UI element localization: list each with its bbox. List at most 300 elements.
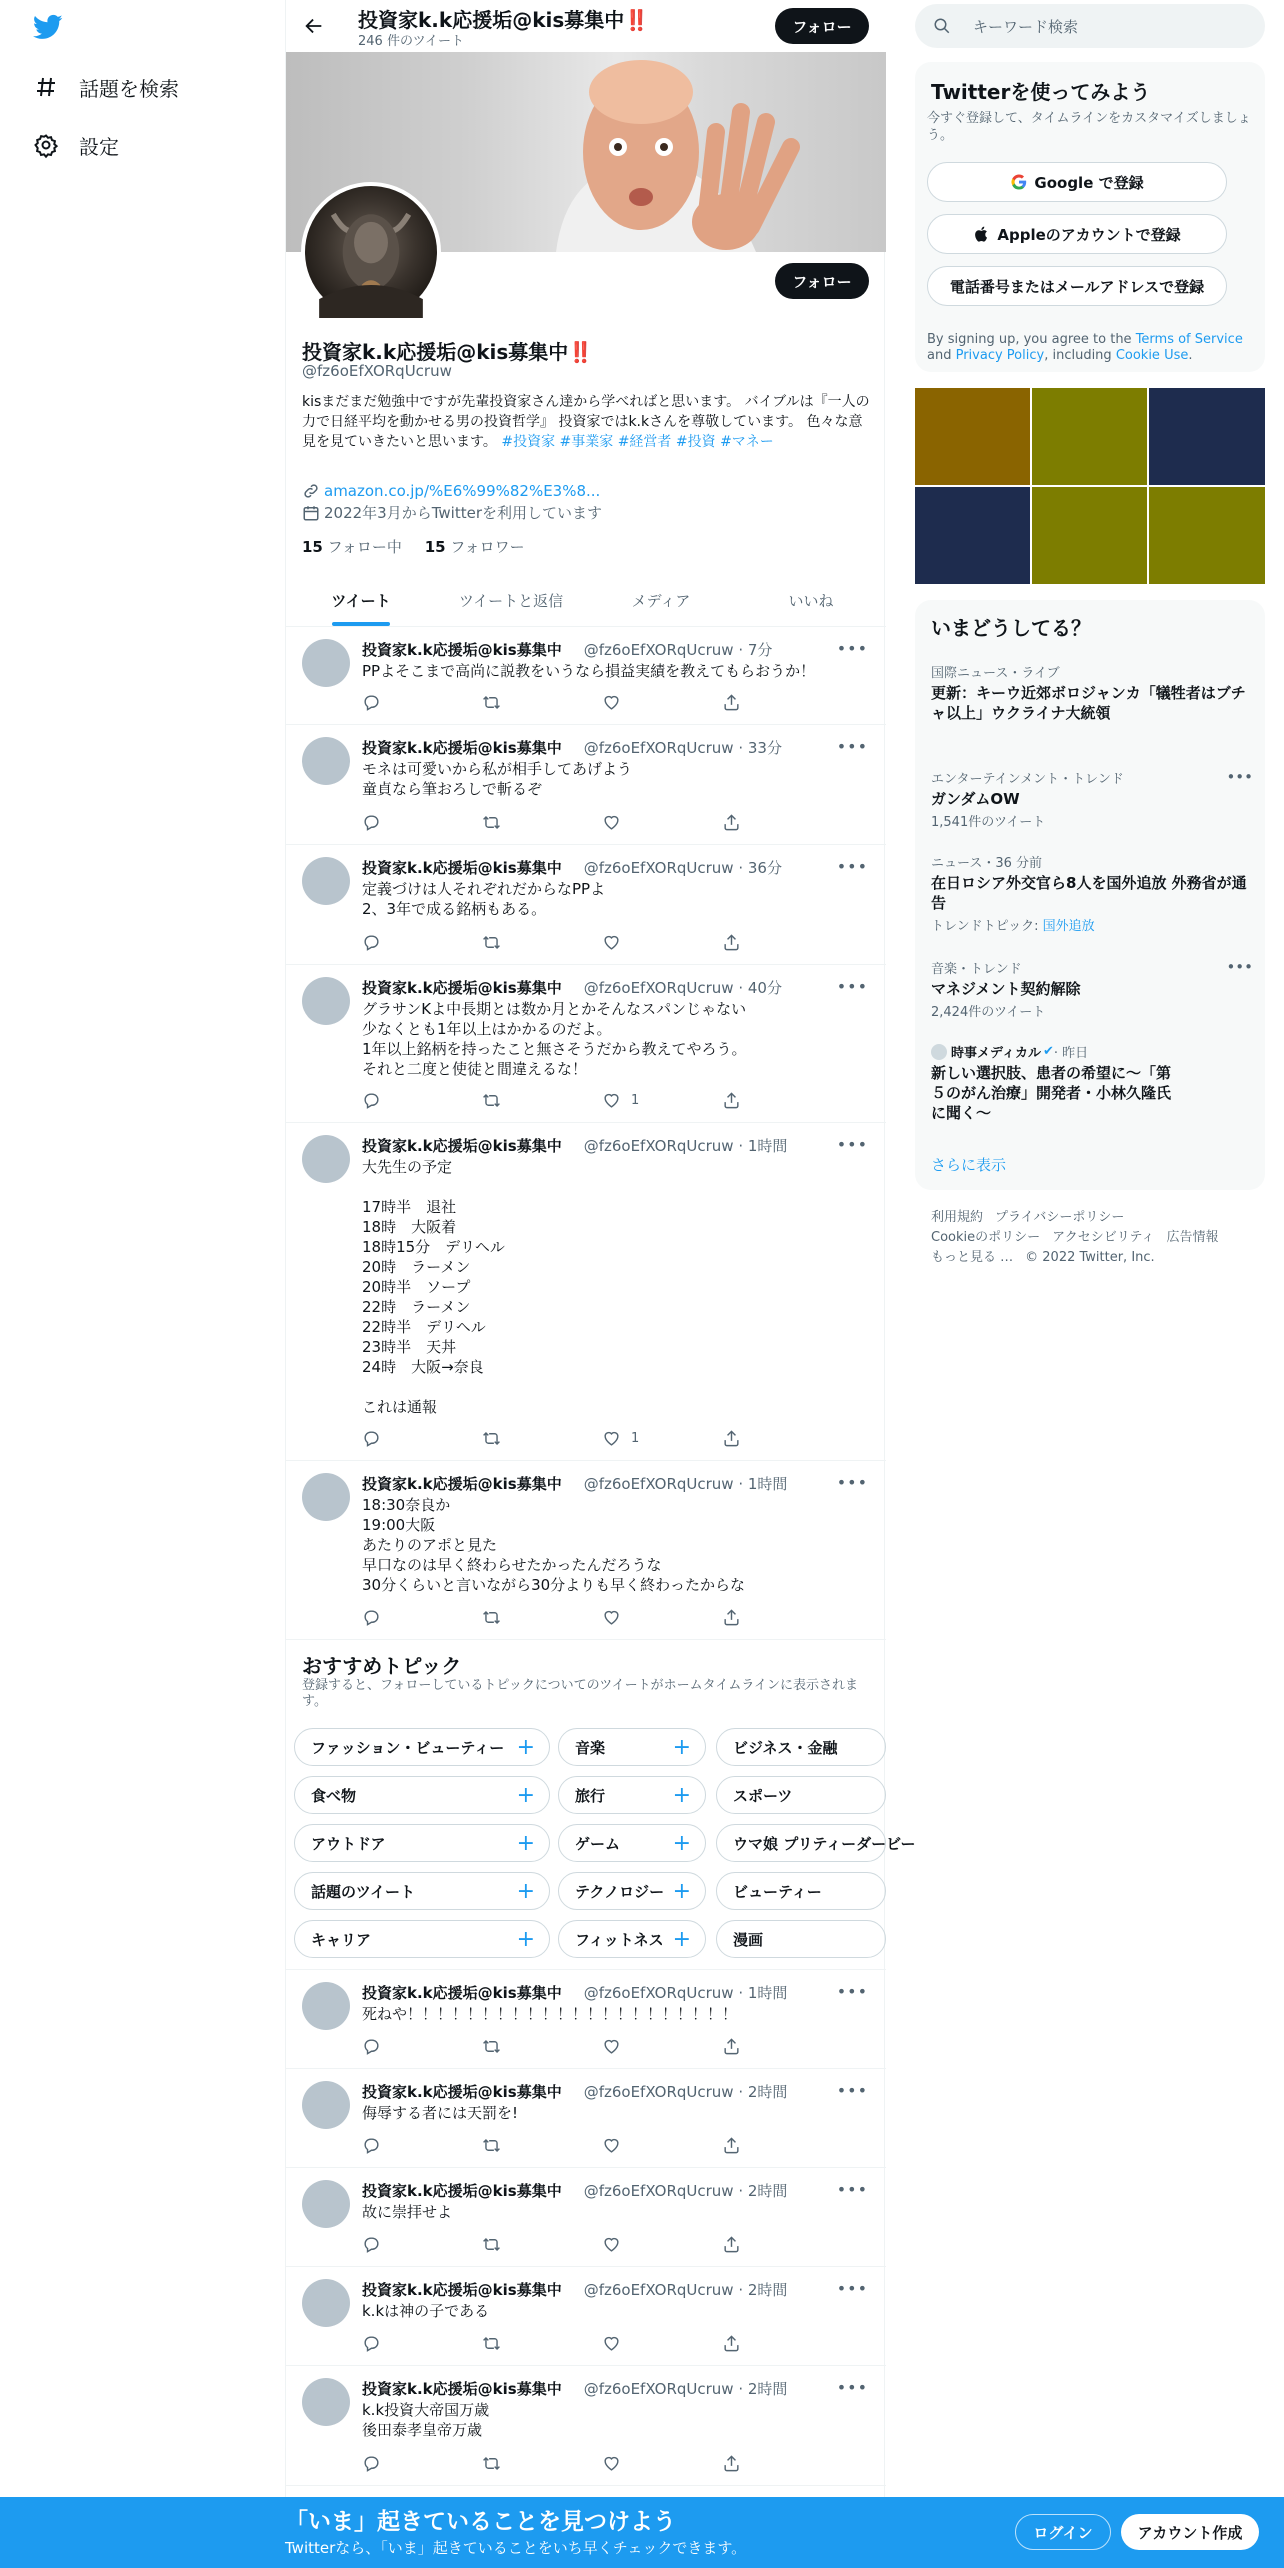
google-signup-button[interactable]: Google で登録: [927, 162, 1227, 202]
topic-chip[interactable]: [558, 1872, 706, 1910]
signup-terms: By signing up, you agree to the Terms of Service and Privacy Policy, including Cookie Use.: [927, 332, 1243, 363]
share-button[interactable]: [722, 691, 802, 713]
tweet-text: 故に崇拝せよ: [362, 2203, 453, 2221]
share-icon: [722, 1429, 741, 1448]
media-thumbnail[interactable]: [1149, 388, 1265, 485]
tweet[interactable]: [286, 2366, 886, 2486]
more-options-icon[interactable]: •••: [836, 1982, 868, 2001]
like-icon: [602, 2334, 621, 2353]
tweet-text: 18:30奈良か 19:00大阪 あたりのアポと見た 早口なのは早く終わらせたかったんだろうな 30分くらいと言いながら30分よりも早く終わったからな: [362, 1496, 746, 1594]
tweet-author[interactable]: 投資家k.k応援垢@kis募集中: [362, 641, 562, 659]
tweet-avatar[interactable]: [302, 2180, 350, 2228]
topic-chip[interactable]: [716, 1920, 886, 1958]
tweet-handle-time: @fz6oEfXORqUcruw · 36分: [583, 859, 782, 877]
share-icon: [722, 693, 741, 712]
tweet-header: [362, 737, 782, 758]
tweet-avatar[interactable]: [302, 2378, 350, 2426]
like-icon: [602, 1429, 621, 1448]
topic-chip[interactable]: [716, 1824, 916, 1862]
retweet-button[interactable]: [482, 2035, 562, 2057]
media-thumbnail[interactable]: [915, 487, 1030, 584]
topic-label: テクノロジー: [575, 1882, 665, 1901]
signup-banner: [0, 2497, 1284, 2568]
reply-button[interactable]: [362, 811, 442, 833]
tweet[interactable]: [286, 1123, 886, 1461]
tweet-text: 死ねや！！！！！！！！！！！！！！！！！！！！！！: [362, 2005, 738, 2023]
nav-explore-label: 話題を検索: [79, 76, 179, 101]
signup-card: [915, 62, 1265, 372]
topic-label: 旅行: [575, 1786, 606, 1805]
tweet-actions: [362, 931, 802, 953]
like-icon: [602, 813, 621, 832]
topic-label: アウトドア: [311, 1834, 386, 1853]
reply-icon: [362, 1091, 381, 1110]
reply-button[interactable]: [362, 1427, 442, 1449]
more-options-icon[interactable]: •••: [836, 977, 868, 996]
share-button[interactable]: [722, 811, 802, 833]
twitter-logo-icon[interactable]: [30, 12, 66, 42]
like-button[interactable]: [602, 2452, 682, 2474]
bio-hashtags[interactable]: #投資家 #事業家 #経営者 #投資 #マネー: [501, 434, 774, 450]
tweet-actions: [362, 1427, 802, 1449]
plus-icon[interactable]: +: [516, 1927, 535, 1952]
profile-avatar[interactable]: [301, 182, 441, 322]
tweet-avatar[interactable]: [302, 639, 350, 687]
tweet-author[interactable]: 投資家k.k応援垢@kis募集中: [362, 2083, 562, 2101]
news-item[interactable]: 時事メディカル ✔ · 昨日 新しい選択肢、患者の希望に～「第５のがん治療」開発者・小林久隆氏に聞く～: [931, 1044, 1172, 1122]
signup-title: Twitterを使ってみよう: [931, 80, 1151, 104]
retweet-icon: [482, 1429, 501, 1448]
more-options-icon[interactable]: •••: [836, 1473, 868, 1492]
tweet-text: k.k投資大帝国万歳 後田泰孝皇帝万歳: [362, 2401, 490, 2439]
plus-icon[interactable]: +: [672, 1783, 691, 1808]
like-icon: [602, 2136, 621, 2155]
topic-label: ファッション・ビューティー: [311, 1738, 505, 1757]
like-button[interactable]: [602, 2332, 682, 2354]
tab-tweets-replies[interactable]: ツイートと返信: [458, 591, 564, 610]
like-icon: [602, 933, 621, 952]
topic-label: ビジネス・金融: [733, 1738, 838, 1757]
topic-label: キャリア: [311, 1930, 372, 1949]
tweet[interactable]: [286, 2168, 886, 2267]
more-options-icon[interactable]: •••: [836, 737, 868, 756]
topic-label: フィットネス: [575, 1930, 664, 1949]
tweet-avatar[interactable]: [302, 1135, 350, 1183]
topic-chip[interactable]: [716, 1776, 886, 1814]
banner-title: 「いま」起きていることを見つけよう: [285, 2509, 676, 2535]
topic-label: ゲーム: [575, 1834, 621, 1853]
topic-label: 漫画: [733, 1930, 764, 1949]
banner-subtitle: Twitterなら、「いま」起きていることをいち早くチェックできます。: [285, 2539, 747, 2557]
reply-button[interactable]: [362, 2332, 442, 2354]
plus-icon[interactable]: +: [672, 1927, 691, 1952]
profile-bio: kisまだまだ勉強中ですが先輩投資家さん達から学べればと思います。 バイブルは『一人の力で日経平均を動かせる男の投資哲学』 投資家ではk.kさんを尊敬しています。 色々な意見を見ていきたいと思います。 #投資家 #事業家 #経営者 #投資 #マネー: [302, 394, 870, 450]
retweet-button[interactable]: [482, 691, 562, 713]
share-icon: [722, 2136, 741, 2155]
more-options-icon[interactable]: •••: [836, 857, 868, 876]
tweet[interactable]: [286, 2267, 886, 2366]
tweet-handle-time: @fz6oEfXORqUcruw · 2時間: [583, 2083, 788, 2101]
tweet-header: [362, 1473, 787, 1494]
share-icon: [722, 2454, 741, 2473]
profile-name: 投資家k.k応援垢@kis募集中‼️: [302, 340, 594, 364]
trend-item[interactable]: 音楽・トレンド マネジメント契約解除 2,424件のツイート •••: [931, 958, 1253, 1020]
retweet-button[interactable]: [482, 2452, 562, 2474]
signup-subtitle: 今すぐ登録して、タイムラインをカスタマイズしましょう。: [927, 111, 1251, 143]
tweet-handle-time: @fz6oEfXORqUcruw · 7分: [583, 641, 773, 659]
retweet-icon: [482, 693, 501, 712]
like-button[interactable]: [602, 691, 682, 713]
footer-link[interactable]: 利用規約: [931, 1210, 984, 1225]
share-button[interactable]: [722, 2035, 802, 2057]
tweet-header: [362, 857, 782, 878]
topic-label: ビューティー: [733, 1882, 822, 1901]
tab-tweets[interactable]: ツイート: [286, 574, 436, 626]
tweet-text: PPよそこまで高尚に説教をいうなら損益実績を教えてもらおうか！: [362, 662, 816, 680]
retweet-button[interactable]: [482, 1089, 562, 1111]
followers-stat[interactable]: 15 フォロワー: [424, 538, 525, 556]
media-thumbnail[interactable]: [1032, 487, 1147, 584]
tweet-text: 定義づけは人それぞれだからなPPよ 2、3年で成る銘柄もある。: [362, 880, 606, 918]
header-profile-name: 投資家k.k応援垢@kis募集中‼️: [358, 8, 650, 32]
login-button[interactable]: ログイン: [1015, 2514, 1111, 2550]
search-input[interactable]: [915, 4, 1265, 48]
tweet[interactable]: [286, 627, 886, 725]
media-thumbnail[interactable]: [1032, 388, 1147, 485]
tab-media[interactable]: メディア: [631, 591, 691, 610]
retweet-button[interactable]: [482, 931, 562, 953]
share-icon: [722, 1608, 741, 1627]
like-icon: [602, 1608, 621, 1627]
verified-icon: ✔: [1042, 1044, 1054, 1059]
left-navigation: [0, 0, 285, 2568]
tweet-avatar[interactable]: [302, 857, 350, 905]
footer-link[interactable]: Cookieのポリシー: [931, 1230, 1041, 1245]
tweet-author[interactable]: 投資家k.k応援垢@kis募集中: [362, 1475, 562, 1493]
topic-chip[interactable]: [294, 1920, 550, 1958]
tweet-author[interactable]: 投資家k.k応援垢@kis募集中: [362, 859, 562, 877]
profile-follow-button[interactable]: フォロー: [775, 263, 869, 299]
tweet-author[interactable]: 投資家k.k応援垢@kis募集中: [362, 739, 562, 757]
tweet-header: [362, 2180, 787, 2201]
plus-icon[interactable]: +: [516, 1879, 535, 1904]
retweet-button[interactable]: [482, 2332, 562, 2354]
google-icon: [1010, 173, 1028, 191]
topic-label: 話題のツイート: [311, 1882, 415, 1901]
search-placeholder: キーワード検索: [973, 17, 1079, 36]
reply-button[interactable]: [362, 2233, 442, 2255]
plus-icon[interactable]: +: [672, 1735, 691, 1760]
copyright: © 2022 Twitter, Inc.: [1025, 1250, 1155, 1265]
tweet-text: モネは可愛いから私が相手してあげよう 童貞なら筆おろしで斬るぞ: [362, 760, 633, 798]
tweet-actions: [362, 2134, 802, 2156]
reply-icon: [362, 1608, 381, 1627]
retweet-button[interactable]: [482, 2233, 562, 2255]
more-options-icon[interactable]: •••: [836, 2378, 868, 2397]
retweet-icon: [482, 2235, 501, 2254]
tweet-actions: [362, 811, 802, 833]
tweet-avatar[interactable]: [302, 2081, 350, 2129]
like-icon: [602, 693, 621, 712]
following-stat[interactable]: 15 フォロー中: [302, 538, 402, 556]
share-button[interactable]: [722, 931, 802, 953]
topic-chip[interactable]: [716, 1728, 886, 1766]
tweet-handle-time: @fz6oEfXORqUcruw · 1時間: [583, 1137, 788, 1155]
footer-more-link[interactable]: もっと見る …: [931, 1250, 1014, 1265]
cookie-link[interactable]: Cookie Use: [1115, 348, 1189, 363]
tweet-actions: [362, 1606, 802, 1628]
footer-links: [931, 1208, 1251, 1268]
share-icon: [722, 2334, 741, 2353]
like-button[interactable]: [602, 1427, 682, 1449]
share-button[interactable]: [722, 1089, 802, 1111]
topics-title: おすすめトピック: [302, 1654, 462, 1678]
like-button[interactable]: [602, 2134, 682, 2156]
share-button[interactable]: [722, 2332, 802, 2354]
tweet-author[interactable]: 投資家k.k応援垢@kis募集中: [362, 2182, 562, 2200]
footer-link[interactable]: アクセシビリティ: [1052, 1230, 1155, 1245]
retweet-button[interactable]: [482, 1427, 562, 1449]
tweet[interactable]: [286, 1970, 886, 2069]
tweet-author[interactable]: 投資家k.k応援垢@kis募集中: [362, 1137, 562, 1155]
tweet-actions: [362, 2035, 802, 2057]
more-options-icon[interactable]: •••: [836, 1135, 868, 1154]
like-icon: [602, 1091, 621, 1110]
like-button[interactable]: [602, 811, 682, 833]
reply-button[interactable]: [362, 931, 442, 953]
header-follow-button[interactable]: フォロー: [775, 8, 869, 44]
retweet-icon: [482, 1608, 501, 1627]
reply-button[interactable]: [362, 2452, 442, 2474]
tweet-handle-time: @fz6oEfXORqUcruw · 2時間: [583, 2281, 788, 2299]
trends-card: [915, 600, 1265, 1190]
profile-handle: @fz6oEfXORqUcruw: [302, 362, 452, 380]
topic-chip[interactable]: [558, 1824, 706, 1862]
tweet-text: 大先生の予定 17時半 退社 18時 大阪着 18時15分 デリヘル 20時 ラーメン 20時半 ソープ 22時 ラーメン 22時半 デリヘル 23時半 天丼 24時 大阪→奈良 これは通報: [362, 1158, 505, 1416]
share-button[interactable]: [722, 2452, 802, 2474]
tweet[interactable]: [286, 965, 886, 1123]
nav-settings-label: 設定: [79, 134, 119, 159]
topic-label: 音楽: [575, 1738, 606, 1757]
tweet-handle-time: @fz6oEfXORqUcruw · 40分: [583, 979, 782, 997]
tweet-actions: [362, 691, 802, 713]
more-options-icon[interactable]: •••: [836, 2279, 868, 2298]
tweet-handle-time: @fz6oEfXORqUcruw · 33分: [583, 739, 782, 757]
trend-item[interactable]: ニュース・36 分前 在日ロシア外交官ら8人を国外追放 外務省が通告 トレンドトピック: 国外追放: [931, 856, 1247, 934]
publisher-avatar: [931, 1044, 947, 1060]
topic-chip[interactable]: [558, 1920, 706, 1958]
reply-icon: [362, 1429, 381, 1448]
reply-icon: [362, 2037, 381, 2056]
like-icon: [602, 2235, 621, 2254]
gear-icon: [33, 132, 59, 158]
tweet-handle-time: @fz6oEfXORqUcruw · 1時間: [583, 1475, 788, 1493]
reply-icon: [362, 2136, 381, 2155]
share-icon: [722, 933, 741, 952]
retweet-icon: [482, 933, 501, 952]
plus-icon[interactable]: +: [516, 1783, 535, 1808]
tweet[interactable]: [286, 1461, 886, 1640]
main-column: [285, 0, 916, 2568]
phone-email-signup-button[interactable]: 電話番号またはメールアドレスで登録: [927, 266, 1227, 306]
retweet-icon: [482, 2136, 501, 2155]
search-icon: [933, 17, 951, 35]
like-count: 1: [631, 1092, 640, 1108]
profile-header-bar: [286, 0, 886, 52]
tweet-avatar[interactable]: [302, 2279, 350, 2327]
hashtag-icon: [33, 74, 59, 100]
more-options-icon[interactable]: •••: [1226, 958, 1253, 976]
media-thumbnail[interactable]: [915, 388, 1030, 485]
tweet-avatar[interactable]: [302, 977, 350, 1025]
share-button[interactable]: [722, 1606, 802, 1628]
like-icon: [602, 2454, 621, 2473]
topic-chip[interactable]: [716, 1872, 886, 1910]
reply-icon: [362, 2334, 381, 2353]
recommended-topics: [286, 1640, 916, 1970]
tweet-handle-time: @fz6oEfXORqUcruw · 2時間: [583, 2380, 788, 2398]
more-options-icon[interactable]: •••: [836, 2180, 868, 2199]
share-button[interactable]: [722, 2233, 802, 2255]
trend-item[interactable]: 国際ニュース・ライブ 更新：キーウ近郊ボロジャンカ「犠牲者はブチャ以上」ウクライナ大統領: [931, 666, 1246, 722]
terms-link[interactable]: Terms of Service: [1135, 332, 1243, 347]
like-count: 1: [631, 1430, 640, 1446]
retweet-icon: [482, 2334, 501, 2353]
nav-explore[interactable]: [33, 67, 179, 107]
topic-chip[interactable]: [558, 1776, 706, 1814]
tweet-header: [362, 2279, 787, 2300]
like-button[interactable]: [602, 1606, 682, 1628]
privacy-link[interactable]: Privacy Policy: [955, 348, 1045, 363]
trend-item[interactable]: エンターテインメント・トレンド ガンダムOW 1,541件のツイート •••: [931, 768, 1253, 830]
share-button[interactable]: [722, 2134, 802, 2156]
tweet[interactable]: [286, 2069, 886, 2168]
tweet-avatar[interactable]: [302, 1473, 350, 1521]
topic-chip[interactable]: [294, 1824, 550, 1862]
like-button[interactable]: [602, 2035, 682, 2057]
reply-icon: [362, 933, 381, 952]
topic-chip[interactable]: [294, 1776, 550, 1814]
like-button[interactable]: [602, 1089, 682, 1111]
media-thumbnail[interactable]: [1149, 487, 1265, 584]
trends-title: いまどうしてる？: [931, 616, 1091, 640]
topic-chip[interactable]: [558, 1728, 706, 1766]
retweet-icon: [482, 2037, 501, 2056]
apple-signup-button[interactable]: Appleのアカウントで登録: [927, 214, 1227, 254]
retweet-icon: [482, 2454, 501, 2473]
tweet[interactable]: [286, 845, 886, 965]
retweet-button[interactable]: [482, 811, 562, 833]
tweet-actions: [362, 2332, 802, 2354]
retweet-button[interactable]: [482, 1606, 562, 1628]
tweet-header: [362, 977, 782, 998]
tweet-author[interactable]: 投資家k.k応援垢@kis募集中: [362, 2380, 562, 2398]
follow-stats: [302, 536, 525, 557]
tweet-actions: [362, 2452, 802, 2474]
reply-icon: [362, 2454, 381, 2473]
tab-likes[interactable]: いいね: [788, 591, 834, 610]
footer-link[interactable]: プライバシーポリシー: [995, 1210, 1125, 1225]
retweet-icon: [482, 1091, 501, 1110]
share-button[interactable]: [722, 1427, 802, 1449]
plus-icon[interactable]: +: [672, 1831, 691, 1856]
reply-icon: [362, 813, 381, 832]
share-icon: [722, 813, 741, 832]
tweet-author[interactable]: 投資家k.k応援垢@kis募集中: [362, 1984, 562, 2002]
signup-button[interactable]: アカウント作成: [1121, 2514, 1259, 2550]
like-button[interactable]: [602, 2233, 682, 2255]
topic-chip[interactable]: [294, 1728, 550, 1766]
share-icon: [722, 2235, 741, 2254]
tweet-header: [362, 1135, 787, 1156]
reply-button[interactable]: [362, 691, 442, 713]
reply-button[interactable]: [362, 1089, 442, 1111]
tweet-author[interactable]: 投資家k.k応援垢@kis募集中: [362, 979, 562, 997]
tweet-header: [362, 2081, 787, 2102]
more-options-icon[interactable]: •••: [836, 639, 868, 658]
tweet-handle-time: @fz6oEfXORqUcruw · 1時間: [583, 1984, 788, 2002]
tweet[interactable]: [286, 725, 886, 845]
tweet-text: グラサンKよ中長期とは数か月とかそんなスパンじゃない 少なくとも1年以上はかかるのだよ。 1年以上銘柄を持ったこと無さそうだから教えてやろう。 それと二度と使徒と間違えるな！: [362, 1000, 747, 1078]
tweet-actions: [362, 2233, 802, 2255]
tweet-avatar[interactable]: [302, 737, 350, 785]
more-options-icon[interactable]: •••: [836, 2081, 868, 2100]
back-arrow-icon[interactable]: [300, 12, 328, 40]
reply-button[interactable]: [362, 2134, 442, 2156]
share-icon: [722, 2037, 741, 2056]
topics-subtitle: 登録すると、フォローしているトピックについてのツイートがホームタイムラインに表示されます。: [302, 1678, 859, 1709]
tweet-header: [362, 2378, 787, 2399]
like-icon: [602, 2037, 621, 2056]
plus-icon[interactable]: +: [516, 1831, 535, 1856]
tweet-text: k.kは神の子である: [362, 2302, 490, 2320]
calendar-icon: [302, 504, 320, 522]
tweet-handle-time: @fz6oEfXORqUcruw · 2時間: [583, 2182, 788, 2200]
tweet-count: 246 件のツイート: [358, 34, 465, 49]
apple-icon: [973, 225, 991, 243]
share-icon: [722, 1091, 741, 1110]
reply-button[interactable]: [362, 1606, 442, 1628]
footer-link[interactable]: 広告情報: [1166, 1230, 1219, 1245]
show-more-link[interactable]: さらに表示: [931, 1156, 1007, 1174]
topic-label: 食べ物: [311, 1786, 357, 1805]
tweet-avatar[interactable]: [302, 1982, 350, 2030]
topic-chip[interactable]: [294, 1872, 550, 1910]
tweet-text: 侮辱する者には天罰を!: [362, 2104, 519, 2122]
nav-settings[interactable]: [33, 125, 119, 165]
tweet-author[interactable]: 投資家k.k応援垢@kis募集中: [362, 2281, 562, 2299]
right-sidebar: [915, 0, 1265, 2568]
media-grid: [915, 388, 1265, 584]
tweet-header: [362, 639, 772, 660]
reply-icon: [362, 693, 381, 712]
reply-icon: [362, 2235, 381, 2254]
tweet-actions: [362, 1089, 802, 1111]
topic-label: ウマ娘 プリティーダービー: [733, 1834, 916, 1853]
like-button[interactable]: [602, 931, 682, 953]
plus-icon[interactable]: +: [672, 1879, 691, 1904]
topic-label: スポーツ: [733, 1786, 793, 1805]
profile-url[interactable]: amazon.co.jp/%E6%99%82%E3%8...: [302, 482, 600, 500]
reply-button[interactable]: [362, 2035, 442, 2057]
profile-tabs: [286, 574, 886, 627]
plus-icon[interactable]: +: [516, 1735, 535, 1760]
profile-joined: 2022年3月からTwitterを利用しています: [302, 502, 602, 523]
retweet-button[interactable]: [482, 2134, 562, 2156]
link-icon: [302, 482, 320, 500]
more-options-icon[interactable]: •••: [1226, 768, 1253, 786]
retweet-icon: [482, 813, 501, 832]
